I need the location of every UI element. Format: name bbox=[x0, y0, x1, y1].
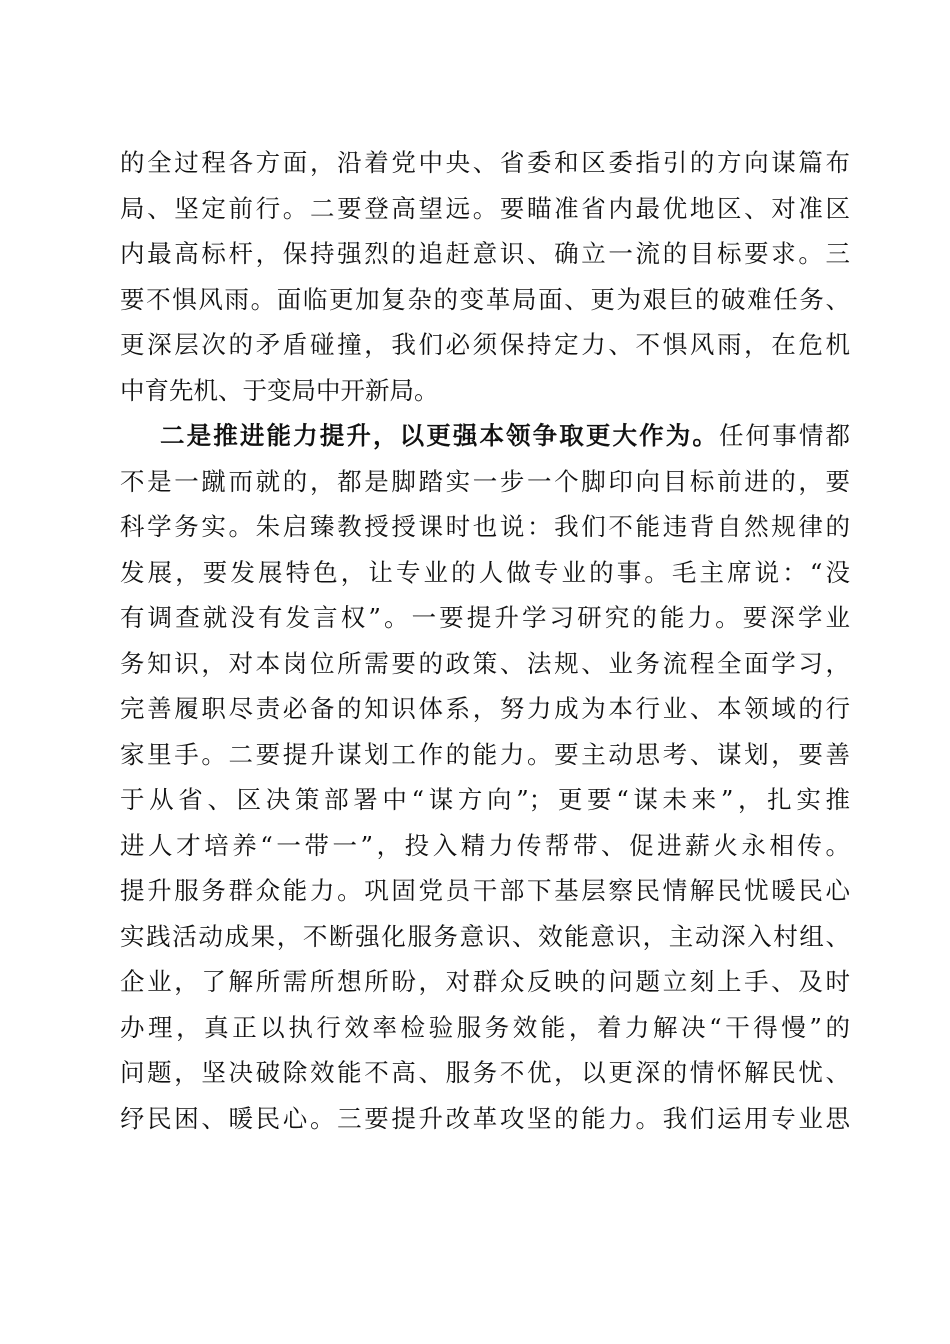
document-body bbox=[120, 140, 850, 1141]
text-line: 科学务实。朱启臻教授授课时也说：我们不能违背自然规律的 bbox=[120, 512, 850, 541]
text-line: 于从省、区决策部署中“谋方向”；更要“谋未来”，扎实推 bbox=[120, 785, 850, 814]
text-line: 办理，真正以执行效率检验服务效能，着力解决“干得慢”的 bbox=[120, 1012, 850, 1042]
paragraph-1 bbox=[120, 140, 850, 413]
text-line: 中育先机、于变局中开新局。 bbox=[120, 375, 439, 405]
text-line: 纾民困、暖民心。三要提升改革攻坚的能力。我们运用专业思 bbox=[120, 1103, 850, 1133]
text-line: 局、坚定前行。二要登高望远。要瞄准省内最优地区、对准区 bbox=[120, 193, 850, 223]
text-line: 家里手。二要提升谋划工作的能力。要主动思考、谋划，要善 bbox=[120, 739, 850, 769]
text-line: 完善履职尽责必备的知识体系，努力成为本行业、本领域的行 bbox=[120, 694, 850, 723]
text-line: 提升服务群众能力。巩固党员干部下基层察民情解民忧暖民心 bbox=[120, 876, 850, 905]
text-line: 务知识，对本岗位所需要的政策、法规、业务流程全面学习， bbox=[120, 648, 850, 678]
text-line: 不是一蹴而就的，都是脚踏实一步一个脚印向目标前进的，要 bbox=[120, 466, 850, 496]
paragraph-first-line bbox=[120, 413, 850, 459]
text-line: 有调查就没有发言权”。一要提升学习研究的能力。要深学业 bbox=[120, 603, 850, 632]
section-heading: 二是推进能力提升，以更强本领争取更大作为。 bbox=[160, 421, 720, 450]
text-line: 发展，要发展特色，让专业的人做专业的事。毛主席说：“没 bbox=[120, 557, 850, 587]
text-line: 的全过程各方面，沿着党中央、省委和区委指引的方向谋篇布 bbox=[120, 148, 850, 177]
text-line: 企业，了解所需所想所盼，对群众反映的问题立刻上手、及时 bbox=[120, 967, 850, 996]
text-line: 问题，坚决破除效能不高、服务不优，以更深的情怀解民忧、 bbox=[120, 1058, 850, 1087]
text-line: 实践活动成果，不断强化服务意识、效能意识，主动深入村组、 bbox=[120, 921, 850, 951]
text-line: 更深层次的矛盾碰撞，我们必须保持定力、不惧风雨，在危机 bbox=[120, 330, 850, 359]
text-line: 进人才培养“一带一”，投入精力传帮带、促进薪火永相传。 bbox=[120, 830, 850, 860]
text-run: 任何事情都 bbox=[719, 421, 851, 450]
text-line: 要不惧风雨。面临更加复杂的变革局面、更为艰巨的破难任务、 bbox=[120, 284, 850, 314]
paragraph-2 bbox=[120, 413, 850, 1141]
text-line: 内最高标杆，保持强烈的追赶意识、确立一流的目标要求。三 bbox=[120, 239, 850, 268]
